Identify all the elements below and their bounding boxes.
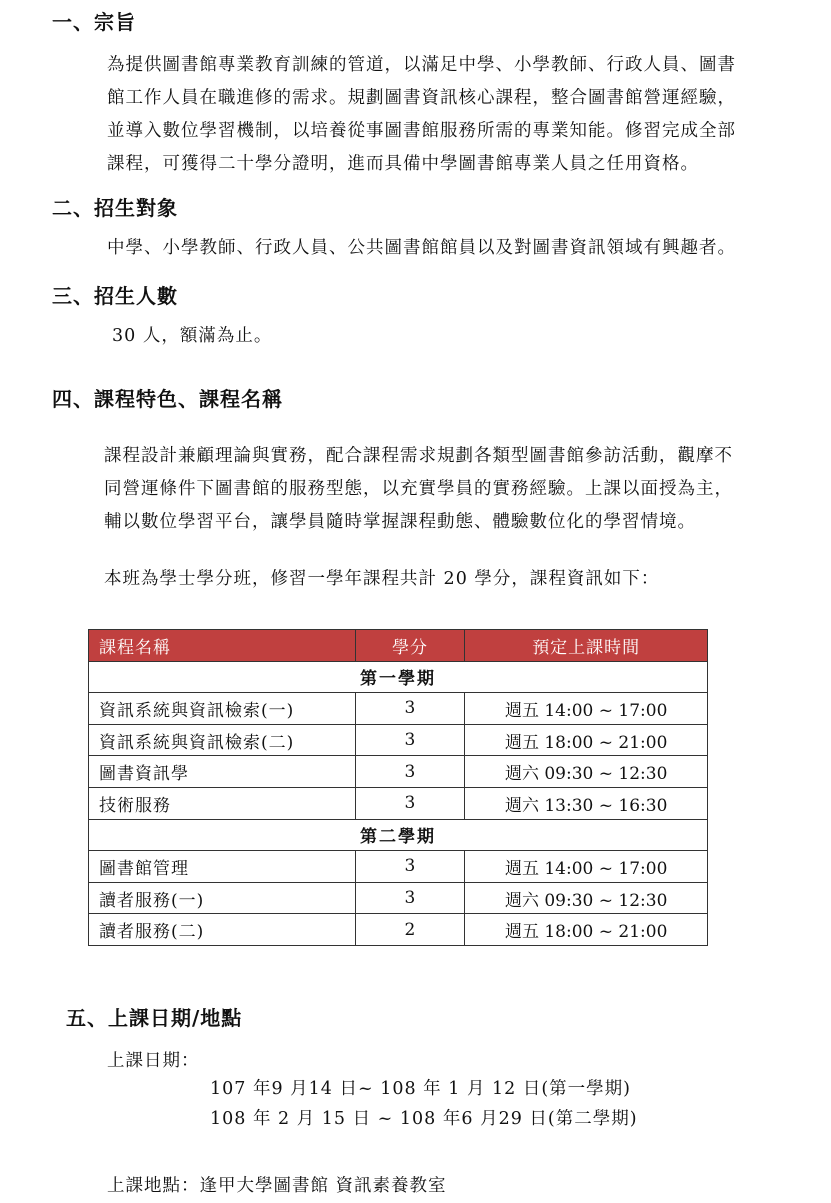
features-line: 課程設計兼顧理論與實務，配合課程需求規劃各類型圖書館參訪活動，觀摩不 (104, 446, 733, 466)
course-credits: 3 (355, 756, 465, 788)
semester-row (89, 661, 708, 693)
place-label: 上課地點： (107, 1176, 200, 1196)
table-row (89, 882, 708, 914)
course-time: 週六 13:30 ~ 16:30 (465, 787, 708, 819)
course-name: 圖書資訊學 (89, 756, 356, 788)
table-row (89, 756, 708, 788)
purpose-line: 館工作人員在職進修的需求。規劃圖書資訊核心課程，整合圖書館營運經驗， (107, 88, 736, 108)
course-table (88, 629, 708, 946)
table-row (89, 851, 708, 883)
course-credits: 3 (355, 851, 465, 883)
course-time: 週五 18:00 ~ 21:00 (465, 724, 708, 756)
date-line: 107 年9 月14 日~ 108 年 1 月 12 日(第一學期) (210, 1079, 631, 1099)
course-time: 週五 14:00 ~ 17:00 (465, 851, 708, 883)
purpose-line: 並導入數位學習機制，以培養從事圖書館服務所需的專業知能。修習完成全部 (107, 121, 736, 141)
date-line: 108 年 2 月 15 日 ~ 108 年6 月29 日(第二學期) (210, 1109, 638, 1129)
target-text: 中學、小學教師、行政人員、公共圖書館館員以及對圖書資訊領域有興趣者。 (107, 238, 736, 258)
table-row (89, 914, 708, 946)
course-time: 週六 09:30 ~ 12:30 (465, 882, 708, 914)
header-credits: 學分 (355, 630, 465, 662)
quota-text: 30 人，額滿為止。 (112, 326, 273, 346)
course-credits: 2 (355, 914, 465, 946)
section-heading-courses: 四、課程特色、課程名稱 (52, 387, 283, 411)
course-credits: 3 (355, 787, 465, 819)
course-credits: 3 (355, 693, 465, 725)
purpose-line: 為提供圖書館專業教育訓練的管道，以滿足中學、小學教師、行政人員、圖書 (107, 55, 736, 75)
table-row (89, 787, 708, 819)
course-name: 資訊系統與資訊檢索(二) (89, 724, 356, 756)
purpose-paragraph (107, 49, 736, 181)
course-credits: 3 (355, 724, 465, 756)
course-credits: 3 (355, 882, 465, 914)
course-name: 技術服務 (89, 787, 356, 819)
section-heading-schedule-place: 五、上課日期/地點 (66, 1006, 243, 1030)
date-label: 上課日期： (107, 1051, 200, 1071)
purpose-line: 課程，可獲得二十學分證明，進而具備中學圖書館專業人員之任用資格。 (107, 154, 699, 174)
features-line: 同營運條件下圖書館的服務型態，以充實學員的實務經驗。上課以面授為主， (104, 479, 733, 499)
header-schedule: 預定上課時間 (465, 630, 708, 662)
place-row (107, 1170, 447, 1203)
date-list (210, 1074, 638, 1134)
semester-row (89, 819, 708, 851)
section-heading-target: 二、招生對象 (52, 196, 178, 220)
place-value: 逢甲大學圖書館 資訊素養教室 (199, 1176, 447, 1196)
table-header-row (89, 630, 708, 662)
table-row (89, 724, 708, 756)
course-name: 讀者服務(二) (89, 914, 356, 946)
header-course-name: 課程名稱 (89, 630, 356, 662)
courses-intro: 本班為學士學分班，修習一學年課程共計 20 學分，課程資訊如下： (104, 569, 660, 589)
course-name: 讀者服務(一) (89, 882, 356, 914)
semester-2-label: 第二學期 (89, 819, 708, 851)
section-heading-purpose: 一、宗旨 (52, 10, 136, 34)
section-heading-quota: 三、招生人數 (52, 284, 178, 308)
course-time: 週五 14:00 ~ 17:00 (465, 693, 708, 725)
semester-1-label: 第一學期 (89, 661, 708, 693)
course-time: 週六 09:30 ~ 12:30 (465, 756, 708, 788)
features-paragraph (104, 440, 733, 539)
course-time: 週五 18:00 ~ 21:00 (465, 914, 708, 946)
course-name: 資訊系統與資訊檢索(一) (89, 693, 356, 725)
table-row (89, 693, 708, 725)
course-name: 圖書館管理 (89, 851, 356, 883)
features-line: 輔以數位學習平台，讓學員隨時掌握課程動態、體驗數位化的學習情境。 (104, 512, 696, 532)
